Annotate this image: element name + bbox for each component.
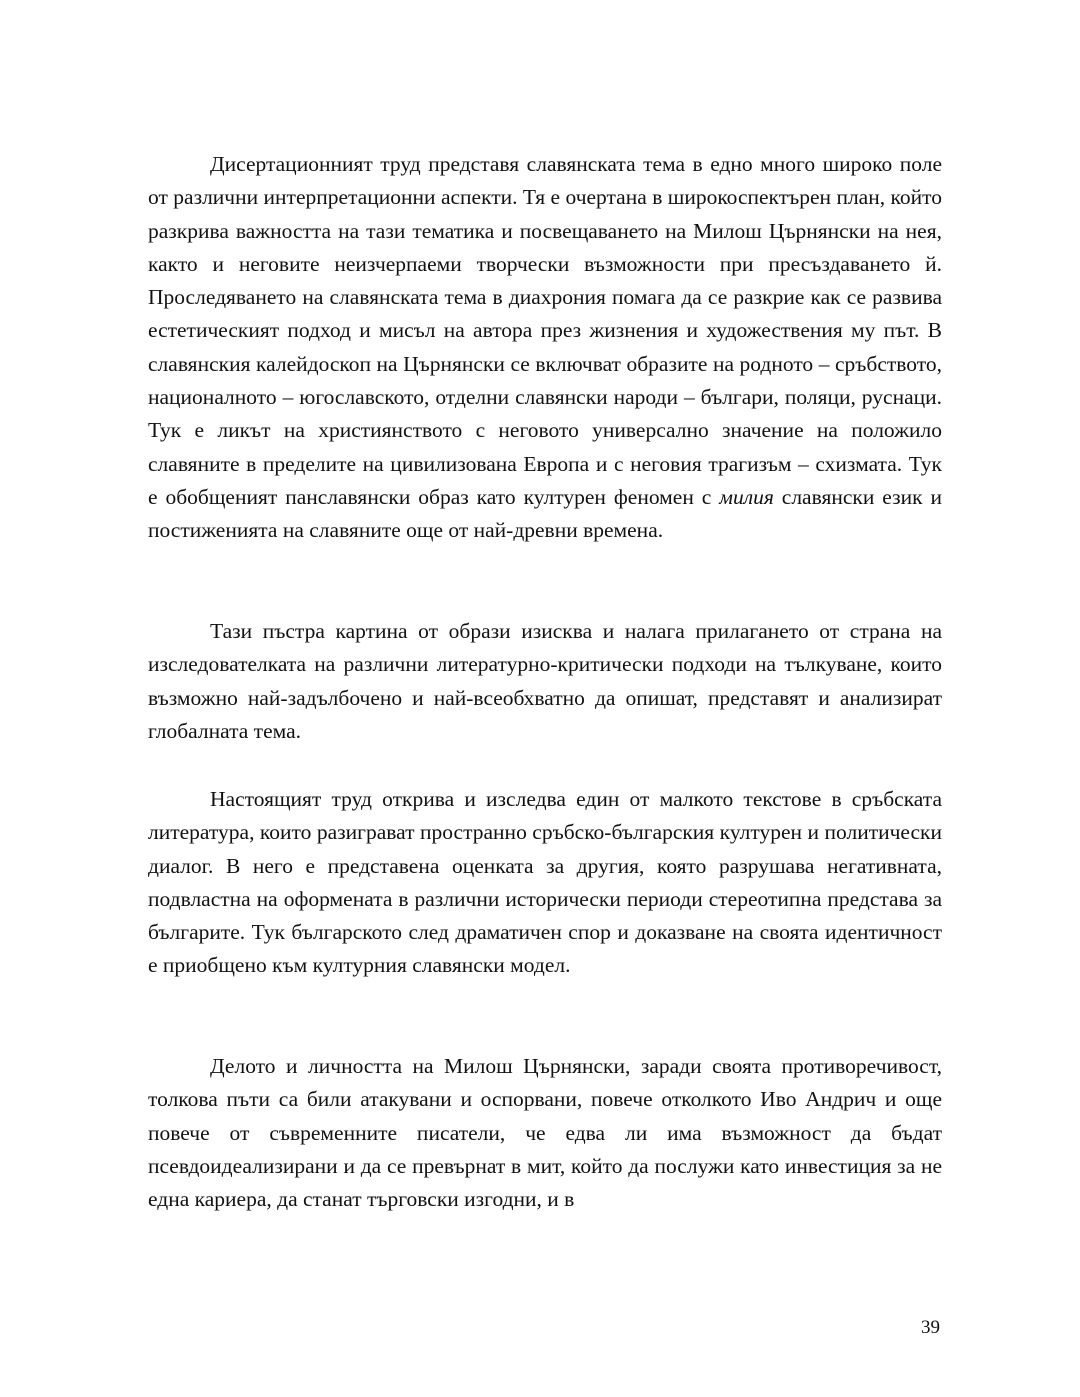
- paragraph: [148, 1050, 942, 1216]
- page-number: 39: [921, 1317, 940, 1338]
- paragraph-text: Настоящият труд открива и изследва един от малкото текстове в сръбската литература, които разиграват пространно сръбско-българския културен и политически диалог. В него е представена оценката за другия, която разрушава негативната, подвластна на оформената в различни исторически периоди стереотипна представа за българите. Тук българското след драматичен спор и доказване на своята идентичност е приобщено към културния славянски модел.: [148, 787, 942, 978]
- paragraph-text: [148, 148, 942, 548]
- paragraph-text-end: славянски език и постиженията на славяните още от най-древни времена.: [148, 484, 942, 543]
- emphasized-word: милия: [719, 484, 774, 509]
- paragraph: [148, 148, 942, 548]
- paragraph: [148, 615, 942, 748]
- paragraph-text-start: Дисертационният труд представя славянската тема в едно много широко поле от различни интерпретационни аспекти. Тя е очертана в широкоспектърен план, който разкрива важността на тази тематика и посвещаването на Милош Църнянски на нея, както и неговите неизчерпаеми творчески възможности при пресъздаването й. Проследяването на славянската тема в диахрония помага да се разкрие как се развива естетическият подход и мисъл на автора през жизнения и художествения му път. В славянския калейдоскоп на Църнянски се включват образите на родното – сръбството, националното – югославското, отделни славянски народи – българи, поляци, руснаци. Тук е ликът на християнството с неговото универсално значение на положило славяните в пределите на цивилизована Европа и с неговия трагизъм – схизмата. Тук е обобщеният панславянски образ като културен феномен с: [148, 152, 942, 509]
- paragraph-text: Тази пъстра картина от образи изисква и налага прилагането от страна на изследователката на различни литературно-критически подходи на тълкуване, които възможно най-задълбочено и най-всеобхватно да опишат, представят и анализират глобалната тема.: [148, 619, 942, 743]
- paragraph: [148, 783, 942, 983]
- paragraph-text: Делото и личността на Милош Църнянски, заради своята противоречивост, толкова пъти са били атакувани и оспорвани, повече отколкото Иво Андрич и още повече от съвременните писатели, че едва ли има възможност да бъдат псевдоидеализирани и да се превърнат в мит, който да послужи като инвестиция за не една кариера, да станат търговски изгодни, и в: [148, 1054, 942, 1212]
